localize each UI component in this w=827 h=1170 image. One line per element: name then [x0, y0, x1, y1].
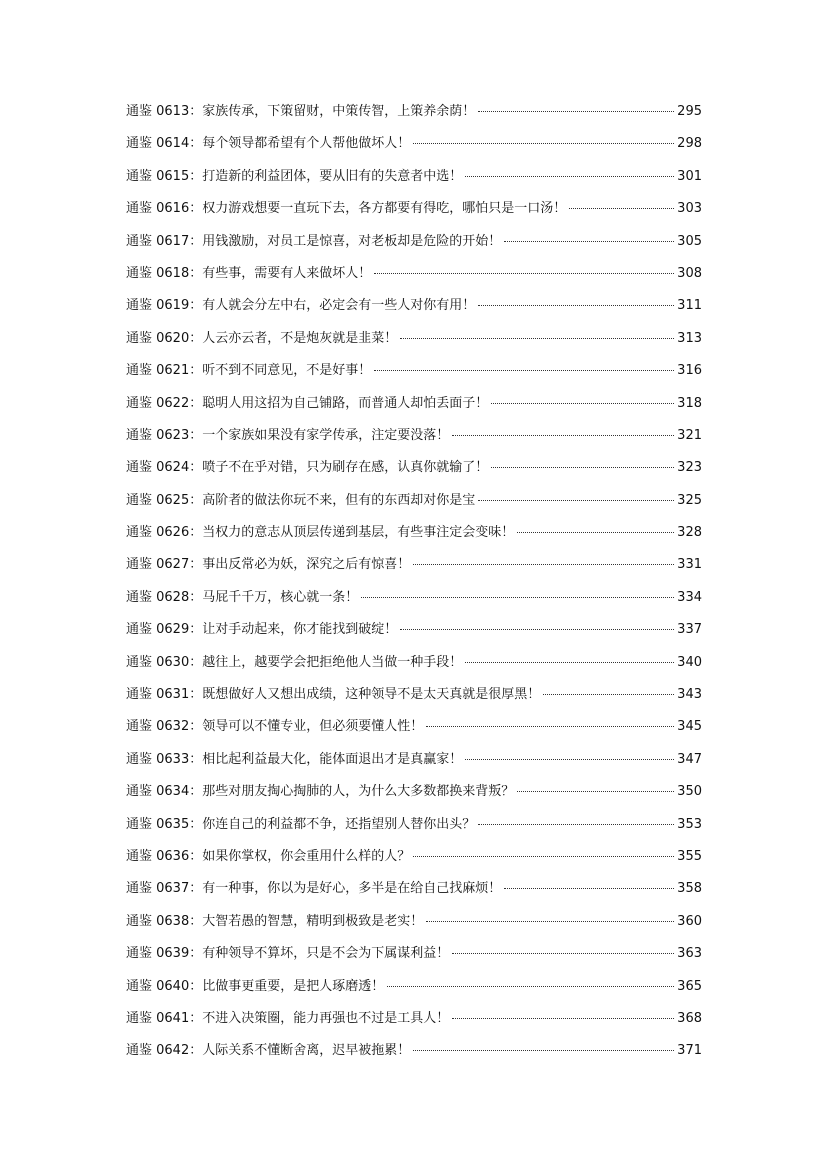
- toc-entry-title: 通鉴 0625：高阶者的做法你玩不来，但有的东西却对你是宝: [126, 492, 476, 508]
- toc-entry-title: 通鉴 0634：那些对朋友掏心掏肺的人，为什么大多数都换来背叛？: [126, 784, 515, 800]
- toc-entry-title: 通鉴 0618：有些事，需要有人来做坏人！: [126, 265, 372, 281]
- toc-entry[interactable]: [126, 522, 702, 554]
- toc-entry-page: 316: [677, 363, 702, 379]
- toc-entry[interactable]: [126, 716, 702, 748]
- toc-entry-title: 通鉴 0624：喷子不在乎对错，只为刷存在感，认真你就输了！: [126, 460, 489, 476]
- toc-entry[interactable]: [126, 554, 702, 586]
- dot-leader: [491, 467, 674, 468]
- toc-entry-page: 371: [677, 1043, 702, 1059]
- toc-entry[interactable]: [126, 360, 702, 392]
- toc-entry-page: 353: [677, 816, 702, 832]
- dot-leader: [387, 986, 674, 987]
- toc-entry-title: 通鉴 0619：有人就会分左中右，必定会有一些人对你有用！: [126, 298, 476, 314]
- toc-entry[interactable]: [126, 878, 702, 910]
- dot-leader: [543, 694, 674, 695]
- toc-entry[interactable]: [126, 749, 702, 781]
- toc-entry[interactable]: [126, 231, 702, 263]
- toc-entry-page: 331: [677, 557, 702, 573]
- dot-leader: [478, 500, 674, 501]
- toc-entry-title: 通鉴 0616：权力游戏想要一直玩下去，各方都要有得吃，哪怕只是一口汤！: [126, 201, 567, 217]
- toc-entry-page: 343: [677, 687, 702, 703]
- toc-entry-title: 通鉴 0635：你连自己的利益都不争，还指望别人替你出头？: [126, 816, 476, 832]
- toc-entry-page: 350: [677, 784, 702, 800]
- toc-entry-page: 363: [677, 946, 702, 962]
- toc-entry-page: 318: [677, 395, 702, 411]
- toc-entry-title: 通鉴 0615：打造新的利益团体，要从旧有的失意者中选！: [126, 168, 463, 184]
- toc-entry[interactable]: [126, 101, 702, 133]
- toc-entry-page: 334: [677, 589, 702, 605]
- toc-entry[interactable]: [126, 328, 702, 360]
- toc-entry-page: 347: [677, 751, 702, 767]
- toc-entry[interactable]: [126, 457, 702, 489]
- toc-entry-page: 358: [677, 881, 702, 897]
- toc-entry-title: 通鉴 0630：越往上，越要学会把拒绝他人当做一种手段！: [126, 654, 463, 670]
- dot-leader: [478, 111, 674, 112]
- dot-leader: [569, 208, 674, 209]
- toc-entry-page: 325: [677, 492, 702, 508]
- toc-entry[interactable]: [126, 846, 702, 878]
- dot-leader: [465, 759, 674, 760]
- dot-leader: [400, 629, 674, 630]
- toc-entry[interactable]: [126, 943, 702, 975]
- toc-entry-page: 305: [677, 233, 702, 249]
- toc-entry-title: 通鉴 0617：用钱激励，对员工是惊喜，对老板却是危险的开始！: [126, 233, 502, 249]
- toc-entry[interactable]: [126, 1008, 702, 1040]
- dot-leader: [374, 273, 674, 274]
- toc-entry-title: 通鉴 0631：既想做好人又想出成绩，这种领导不是太天真就是很厚黑！: [126, 687, 541, 703]
- dot-leader: [491, 403, 674, 404]
- toc-entry[interactable]: [126, 652, 702, 684]
- toc-entry[interactable]: [126, 295, 702, 327]
- toc-entry-page: 308: [677, 265, 702, 281]
- dot-leader: [465, 176, 674, 177]
- table-of-contents: [126, 101, 702, 1073]
- toc-entry-page: 360: [677, 913, 702, 929]
- toc-entry-page: 337: [677, 622, 702, 638]
- toc-entry-page: 340: [677, 654, 702, 670]
- toc-entry-title: 通鉴 0633：相比起利益最大化，能体面退出才是真赢家！: [126, 751, 463, 767]
- toc-entry[interactable]: [126, 166, 702, 198]
- dot-leader: [374, 370, 674, 371]
- toc-entry-title: 通鉴 0640：比做事更重要，是把人琢磨透！: [126, 978, 385, 994]
- toc-entry-title: 通鉴 0632：领导可以不懂专业，但必须要懂人性！: [126, 719, 424, 735]
- toc-entry-page: 311: [677, 298, 702, 314]
- toc-entry-page: 298: [677, 136, 702, 152]
- toc-entry-title: 通鉴 0638：大智若愚的智慧，精明到极致是老实！: [126, 913, 424, 929]
- dot-leader: [452, 1018, 674, 1019]
- toc-entry[interactable]: [126, 911, 702, 943]
- toc-entry-title: 通鉴 0626：当权力的意志从顶层传递到基层，有些事注定会变味！: [126, 525, 515, 541]
- dot-leader: [504, 888, 674, 889]
- dot-leader: [426, 726, 674, 727]
- toc-entry-title: 通鉴 0642：人际关系不懂断舍离，迟早被拖累！: [126, 1043, 411, 1059]
- dot-leader: [413, 1050, 674, 1051]
- dot-leader: [478, 824, 674, 825]
- toc-entry-page: 313: [677, 330, 702, 346]
- toc-entry[interactable]: [126, 133, 702, 165]
- toc-entry-page: 328: [677, 525, 702, 541]
- dot-leader: [413, 856, 674, 857]
- toc-entry-page: 345: [677, 719, 702, 735]
- toc-entry-page: 323: [677, 460, 702, 476]
- dot-leader: [517, 532, 674, 533]
- toc-entry-page: 355: [677, 848, 702, 864]
- toc-entry-title: 通鉴 0623：一个家族如果没有家学传承，注定要没落！: [126, 427, 450, 443]
- toc-entry[interactable]: [126, 684, 702, 716]
- toc-entry-page: 368: [677, 1010, 702, 1026]
- dot-leader: [452, 435, 674, 436]
- dot-leader: [517, 791, 674, 792]
- toc-entry[interactable]: [126, 976, 702, 1008]
- dot-leader: [504, 241, 674, 242]
- toc-entry-title: 通鉴 0614：每个领导都希望有个人帮他做坏人！: [126, 136, 411, 152]
- toc-entry[interactable]: [126, 393, 702, 425]
- dot-leader: [361, 597, 674, 598]
- toc-entry[interactable]: [126, 1040, 702, 1072]
- toc-entry-title: 通鉴 0620：人云亦云者，不是炮灰就是韭菜！: [126, 330, 398, 346]
- dot-leader: [465, 662, 674, 663]
- toc-entry-title: 通鉴 0629：让对手动起来，你才能找到破绽！: [126, 622, 398, 638]
- toc-entry[interactable]: [126, 814, 702, 846]
- toc-entry[interactable]: [126, 781, 702, 813]
- toc-entry-page: 321: [677, 427, 702, 443]
- toc-entry[interactable]: [126, 619, 702, 651]
- toc-entry[interactable]: [126, 263, 702, 295]
- toc-entry[interactable]: [126, 490, 702, 522]
- toc-entry-page: 303: [677, 201, 702, 217]
- toc-entry-title: 通鉴 0613：家族传承，下策留财，中策传智，上策养余荫！: [126, 104, 476, 119]
- toc-entry-page: 301: [677, 168, 702, 184]
- dot-leader: [426, 921, 674, 922]
- toc-entry-title: 通鉴 0628：马屁千千万，核心就一条！: [126, 589, 359, 605]
- dot-leader: [400, 338, 674, 339]
- dot-leader: [413, 564, 674, 565]
- toc-entry-title: 通鉴 0621：听不到不同意见，不是好事！: [126, 363, 372, 379]
- toc-entry-page: 295: [677, 104, 702, 119]
- toc-entry-title: 通鉴 0641：不进入决策圈，能力再强也不过是工具人！: [126, 1010, 450, 1026]
- toc-entry-title: 通鉴 0636：如果你掌权，你会重用什么样的人？: [126, 848, 411, 864]
- toc-entry-title: 通鉴 0622：聪明人用这招为自己铺路，而普通人却怕丢面子！: [126, 395, 489, 411]
- dot-leader: [478, 305, 674, 306]
- toc-entry[interactable]: [126, 198, 702, 230]
- toc-entry[interactable]: [126, 587, 702, 619]
- dot-leader: [413, 143, 674, 144]
- dot-leader: [452, 953, 674, 954]
- toc-entry-title: 通鉴 0637：有一种事，你以为是好心，多半是在给自己找麻烦！: [126, 881, 502, 897]
- toc-entry[interactable]: [126, 425, 702, 457]
- toc-entry-page: 365: [677, 978, 702, 994]
- toc-entry-title: 通鉴 0639：有种领导不算坏，只是不会为下属谋利益！: [126, 946, 450, 962]
- toc-entry-title: 通鉴 0627：事出反常必为妖，深究之后有惊喜！: [126, 557, 411, 573]
